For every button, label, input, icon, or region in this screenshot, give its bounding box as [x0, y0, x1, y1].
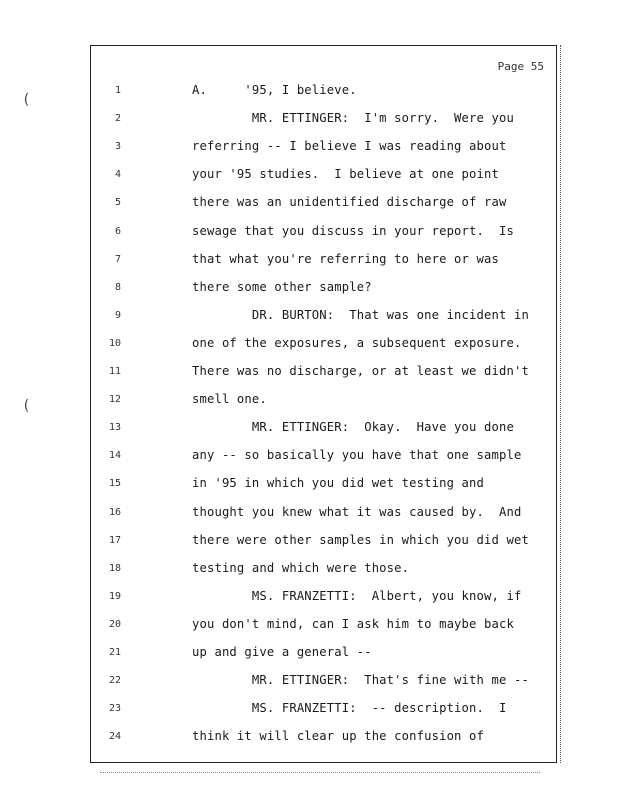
transcript-line: [91, 474, 556, 502]
line-number: 10: [108, 337, 121, 349]
transcript-line: [91, 587, 556, 615]
transcript-line: [91, 193, 556, 221]
transcript-page: [90, 45, 557, 763]
line-number: 13: [108, 422, 121, 434]
line-text: that what you're referring to here or was: [192, 251, 499, 266]
transcript-line: [91, 137, 556, 165]
transcript-line: [91, 727, 556, 755]
line-text: up and give a general --: [192, 645, 372, 659]
line-text: sewage that you discuss in your report. Is: [192, 223, 514, 238]
line-number: 7: [114, 253, 121, 265]
line-text: you don't mind, can I ask him to maybe back: [192, 616, 514, 631]
line-text: A. '95, I believe.: [192, 83, 357, 97]
line-number: 14: [108, 450, 121, 462]
line-text: there some other sample?: [192, 279, 372, 294]
transcript-line: [91, 671, 556, 699]
line-text: MR. ETTINGER: That's fine with me --: [192, 673, 529, 688]
transcript-line: [91, 699, 556, 727]
line-number: 12: [108, 394, 121, 406]
transcript-line: [91, 446, 556, 474]
line-text: MR. ETTINGER: I'm sorry. Were you: [192, 111, 514, 126]
transcript-line: [91, 503, 556, 531]
line-text: DR. BURTON: That was one incident in: [192, 307, 529, 322]
transcript-line: [91, 559, 556, 587]
line-text: one of the exposures, a subsequent exposure.: [192, 335, 522, 350]
transcript-line: [91, 334, 556, 362]
transcript-line: [91, 278, 556, 306]
transcript-line: [91, 81, 556, 109]
margin-mark-1: (: [22, 92, 31, 108]
line-number: 17: [108, 534, 121, 546]
margin-mark-2: (: [22, 398, 31, 414]
line-number: 16: [108, 506, 121, 518]
line-number: 19: [108, 590, 121, 602]
line-number: 4: [114, 169, 121, 181]
line-number: 9: [114, 309, 121, 321]
transcript-line: [91, 306, 556, 334]
line-text: your '95 studies. I believe at one point: [192, 167, 499, 182]
line-text: referring -- I believe I was reading about: [192, 139, 507, 154]
transcript-line: [91, 390, 556, 418]
line-number: 21: [108, 647, 121, 658]
transcript-line: [91, 362, 556, 390]
transcript-line: [91, 250, 556, 278]
transcript-line: [91, 222, 556, 250]
line-number: 22: [108, 675, 121, 687]
line-number: 8: [114, 281, 121, 293]
transcript-line: [91, 615, 556, 643]
line-number: 5: [114, 197, 121, 209]
line-number: 3: [114, 141, 121, 153]
transcript-line: [91, 165, 556, 193]
line-number: 18: [108, 562, 121, 574]
line-text: in '95 in which you did wet testing and: [192, 476, 485, 491]
line-text: MS. FRANZETTI: Albert, you know, if: [192, 588, 522, 603]
transcript-line: [91, 531, 556, 559]
line-number: 23: [108, 703, 121, 715]
line-text: any -- so basically you have that one sample: [192, 448, 522, 463]
line-text: there were other samples in which you did wet: [192, 532, 529, 547]
transcript-line: [91, 418, 556, 446]
line-text: MR. ETTINGER: Okay. Have you done: [192, 420, 514, 435]
transcript-line: [91, 109, 556, 137]
line-number: 6: [114, 225, 121, 237]
line-text: think it will clear up the confusion of: [192, 729, 485, 744]
right-margin-rule: [560, 45, 563, 763]
line-number: 20: [108, 618, 121, 630]
line-number: 1: [114, 85, 121, 96]
line-number: 2: [114, 113, 121, 125]
line-text: There was no discharge, or at least we didn't: [192, 364, 529, 378]
line-text: testing and which were those.: [192, 560, 410, 575]
line-text: thought you knew what it was caused by. And: [192, 504, 522, 519]
line-number: 15: [108, 478, 121, 490]
line-text: MS. FRANZETTI: -- description. I: [192, 701, 507, 716]
page-number: Page 55: [497, 60, 544, 73]
bottom-margin-rule: [100, 772, 540, 774]
line-number: 11: [108, 366, 121, 377]
transcript-line: [91, 643, 556, 671]
line-text: smell one.: [192, 392, 267, 407]
line-text: there was an unidentified discharge of raw: [192, 195, 507, 210]
line-number: 24: [108, 731, 121, 743]
